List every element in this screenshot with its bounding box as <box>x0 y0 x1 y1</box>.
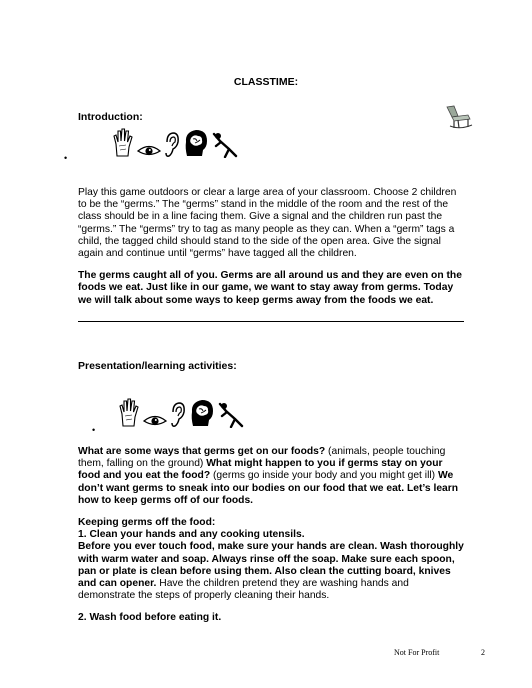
bullet-marker: • <box>92 425 96 435</box>
step-1-bold-text: Before you ever touch food, make sure your hands are clean. Wash thoroughly with warm water and soap. Always rinse off the soap. Make sure each spoon, pan or plate is clean before using them. Also clean the cutting board, knives and can opener. <box>78 541 464 590</box>
ear-icon <box>164 132 180 158</box>
head-brain-icon <box>189 398 215 428</box>
question-3: We don’t want germs to sneak into our bodies on our food that we eat. Let’s learn how to keep germs off of our foods. <box>78 470 459 506</box>
eye-icon <box>137 144 161 158</box>
step-1-normal-text: Have the children pretend they are washing hands and demonstrate the steps of properly cleaning their hands. <box>78 578 409 602</box>
bullet-marker: • <box>64 153 68 163</box>
presentation-heading: Presentation/learning activities: <box>78 360 237 372</box>
head-brain-icon <box>183 128 209 158</box>
page-number: 2 <box>481 648 485 657</box>
hand-icon <box>118 398 140 428</box>
footer-label: Not For Profit <box>394 648 440 657</box>
chair-clipart-icon <box>444 104 474 135</box>
question-2: What might happen to you if germs stay on your food and you eat the food? <box>78 458 443 482</box>
step-1-title: 1. Clean your hands and any cooking utensils. <box>78 529 305 541</box>
step-2-title: 2. Wash food before eating it. <box>78 612 222 624</box>
keeping-germs-subheading: Keeping germs off the food: <box>78 517 216 529</box>
stretching-figure-icon <box>212 132 240 158</box>
section-divider <box>78 321 464 322</box>
hand-icon <box>112 128 134 158</box>
intro-paragraph: Play this game outdoors or clear a large area of your classroom. Choose 2 children to be the “germs.” The “germs” stand in the middle of the room and the rest of the class should be in a line facing them. Give a signal and the children run past the “germs.” The “germs” try to tag as many people as they can. When a “germ” tags a child, the tagged child should stand to the side of the open area. Give the signal again and continue until “germs” have tagged all the children. <box>78 187 457 260</box>
introduction-heading: Introduction: <box>78 111 143 123</box>
eye-icon <box>143 414 167 428</box>
sensory-icon-strip <box>118 398 246 428</box>
questions-paragraph <box>78 446 466 507</box>
page-title: CLASSTIME: <box>233 76 299 88</box>
ear-icon <box>170 402 186 428</box>
intro-text-block <box>78 187 466 307</box>
answer-1: (animals, people touching them, falling on the ground) <box>78 446 446 470</box>
intro-bold-paragraph: The germs caught all of you. Germs are all around us and they are even on the foods we eat. Just like in our game, we want to stay away from germs. Today we will talk about some ways to keep germs away from the foods we eat. <box>78 270 462 306</box>
stretching-figure-icon <box>218 402 246 428</box>
step-1-paragraph <box>78 541 466 602</box>
sensory-icon-strip <box>112 128 240 158</box>
question-1: What are some ways that germs get on our foods? <box>78 446 326 457</box>
answer-2: (germs go inside your body and you might get ill) <box>210 470 438 482</box>
presentation-text-block <box>78 446 466 625</box>
